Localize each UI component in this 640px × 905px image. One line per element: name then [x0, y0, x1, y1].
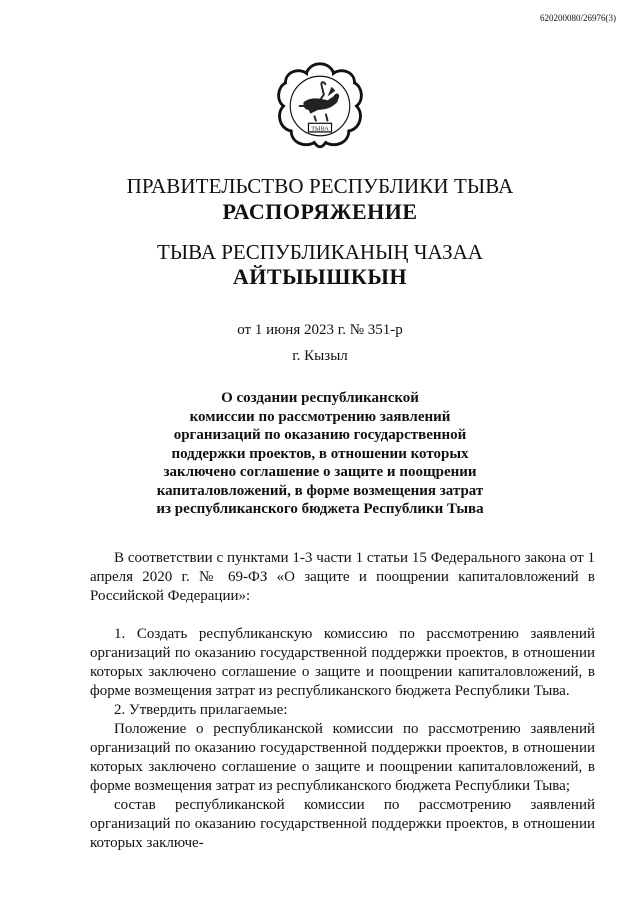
title-line: организаций по оказанию государственной [173, 427, 467, 443]
document-title [150, 389, 490, 519]
item-2-paragraph: 2. Утвердить прилагаемые: [114, 702, 288, 718]
emblem-inscription: ТЫВА [311, 125, 329, 133]
document-date-number: от 1 июня 2023 г. № 351-р [237, 322, 403, 338]
document-code: 620200080/26976(3) [540, 13, 616, 23]
document-type-ru: РАСПОРЯЖЕНИЕ [222, 199, 418, 224]
item-2a-paragraph: Положение о республиканской комиссии по рассмотрению заявлений организаций по оказанию государственной поддержки проектов, в отношении которых заключено соглашение о защите и поощрении капиталовложений, в форме возмещения затрат из республиканского бюджета Республики Тыва; [90, 721, 595, 794]
item-1-paragraph: 1. Создать республиканскую комиссию по рассмотрению заявлений организаций по оказанию государственной поддержки проектов, в отношении которых заключено соглашение о защите и поощрении капиталовложений, в форме возмещения затрат из республиканского бюджета Республики Тыва. [90, 626, 595, 699]
tuva-coat-of-arms-icon [272, 58, 368, 154]
title-line: заключено соглашение о защите и поощрении [163, 464, 477, 480]
government-name-tyv: ТЫВА РЕСПУБЛИКАНЫҢ ЧАЗАА [157, 240, 483, 264]
document-type-tyv: АЙТЫЫШКЫН [232, 264, 408, 289]
title-line: поддержки проектов, в отношении которых [171, 445, 469, 462]
title-line: комиссии по рассмотрению заявлений [189, 408, 451, 425]
preamble-paragraph: В соответствии с пунктами 1-3 части 1 статьи 15 Федерального закона от 1 апреля 2020 г. № 69-ФЗ «О защите и поощрении капиталовложений в Российской Федерации»: [90, 550, 595, 604]
title-line: капиталовложений, в форме возмещения затрат [156, 482, 484, 499]
title-line: О создании республиканской [221, 390, 419, 406]
document-city: г. Кызыл [292, 348, 348, 364]
item-2b-paragraph: состав республиканской комиссии по рассмотрению заявлений организаций по оказанию государственной поддержки проектов, в отношении которых заключе- [90, 797, 595, 851]
title-line: из республиканского бюджета Республики Тыва [156, 501, 484, 517]
document-body [90, 549, 595, 853]
government-name-ru: ПРАВИТЕЛЬСТВО РЕСПУБЛИКИ ТЫВА [126, 174, 514, 198]
